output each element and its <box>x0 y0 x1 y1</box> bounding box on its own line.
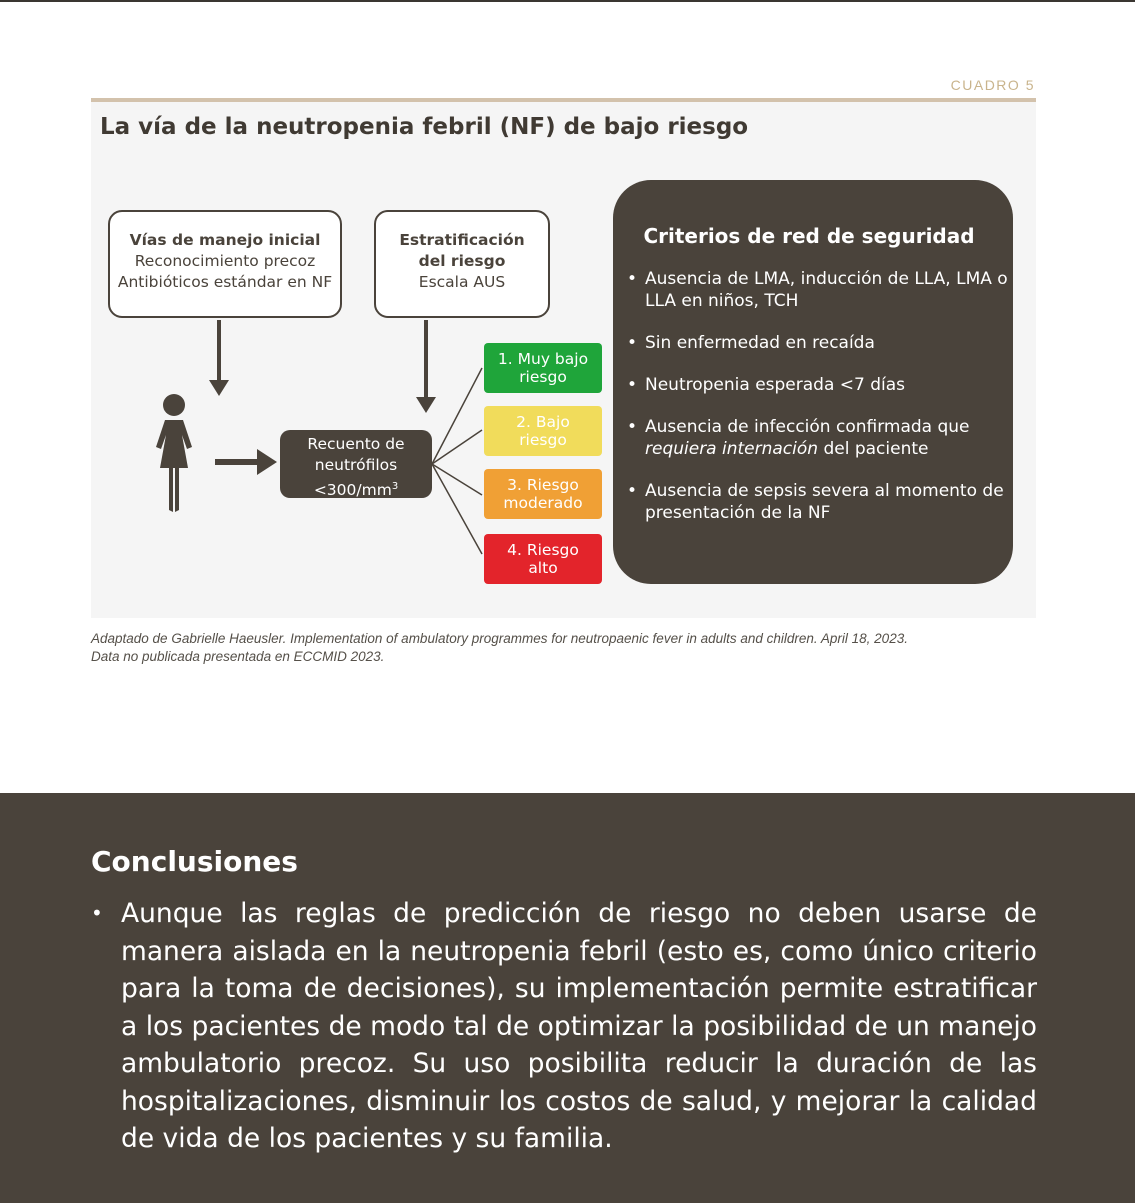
strat-box-line1: Escala AUS <box>418 273 506 291</box>
safety-net-criteria-panel <box>613 180 1013 584</box>
conclusions-item: • Aunque las reglas de predicción de riesgo no deben usarse de manera aislada en la neutropenia febril (esto es, como único criterio para la toma de decisiones), su implementación permite estratificar a los pacientes de modo tal de optimizar la posibilidad de un manejo ambulatorio precoz. Su uso posibilita reducir la duración de las hospitalizaciones, disminuir los costos de salud, y mejorar la calidad de vida de los pacientes y su familia. <box>91 895 1037 1158</box>
risk-level-2 <box>484 406 602 456</box>
safety-item4-emphasis: requiera internación <box>645 439 819 459</box>
strat-box-title2: del riesgo <box>418 252 506 270</box>
count-line3 <box>280 476 432 501</box>
fan-line-2 <box>432 430 482 464</box>
risk-1-line2: riesgo <box>519 368 567 386</box>
risk-2-line2: riesgo <box>519 431 567 449</box>
top-rule <box>0 0 1135 2</box>
risk-3-line2: moderado <box>503 494 583 512</box>
safety-criteria-list <box>627 268 1009 544</box>
safety-item: • Neutropenia esperada <7 días <box>627 374 1009 396</box>
source-line1: Adaptado de Gabrielle Haeusler. Implementation of ambulatory programmes for neutropaenic fever in adults and children. April 18, 2023. <box>91 631 908 646</box>
risk-level-1 <box>484 343 602 393</box>
risk-3-line1: 3. Riesgo <box>507 476 579 494</box>
figure-source <box>91 630 1031 666</box>
fan-line-3 <box>432 464 482 495</box>
conclusions-title: Conclusiones <box>91 845 298 878</box>
initial-box-line2: Antibióticos estándar en NF <box>117 273 333 291</box>
neutrophil-count-box <box>280 430 432 498</box>
risk-4-line1: 4. Riesgo <box>507 541 579 559</box>
count-superscript: 3 <box>391 481 399 492</box>
risk-level-4 <box>484 534 602 584</box>
fan-line-4 <box>432 464 482 554</box>
initial-box-title: Vías de manejo inicial <box>129 231 321 249</box>
safety-item: • Sin enfermedad en recaída <box>627 332 1009 354</box>
figure-label: CUADRO 5 <box>950 77 1035 93</box>
safety-title: Criterios de red de seguridad <box>643 224 975 248</box>
safety-item: • Ausencia de LMA, inducción de LLA, LMA o LLA en niños, TCH <box>627 268 1009 312</box>
strat-box-title1: Estratificación <box>399 231 525 249</box>
arrowhead-person <box>257 449 277 475</box>
arrowhead-strat <box>416 397 436 413</box>
fan-line-1 <box>432 368 482 464</box>
count-line1: Recuento de <box>307 435 405 453</box>
safety-item: • Ausencia de sepsis severa al momento de presentación de la NF <box>627 480 1009 524</box>
arrowhead-initial <box>209 380 229 396</box>
source-line2: Data no publicada presentada en ECCMID 2023. <box>91 649 385 664</box>
conclusions-section <box>0 793 1135 1203</box>
safety-item4-b: del paciente <box>818 439 929 459</box>
risk-stratification-box <box>374 210 550 318</box>
safety-item <box>627 416 1009 460</box>
count-value: <300/mm <box>313 481 392 500</box>
person-icon <box>156 394 192 512</box>
count-line2: neutrófilos <box>314 456 398 474</box>
risk-1-line1: 1. Muy bajo <box>497 350 589 368</box>
initial-box-line1: Reconocimiento precoz <box>134 252 316 270</box>
safety-item4-a: Ausencia de infección confirmada que <box>645 417 970 437</box>
risk-level-3 <box>484 469 602 519</box>
initial-management-box <box>108 210 342 318</box>
figure-title: La vía de la neutropenia febril (NF) de bajo riesgo <box>100 114 749 140</box>
risk-4-line2: alto <box>528 559 558 577</box>
conclusions-list <box>91 895 1037 1158</box>
risk-2-line1: 2. Bajo <box>516 413 570 431</box>
figure-panel <box>91 98 1036 618</box>
